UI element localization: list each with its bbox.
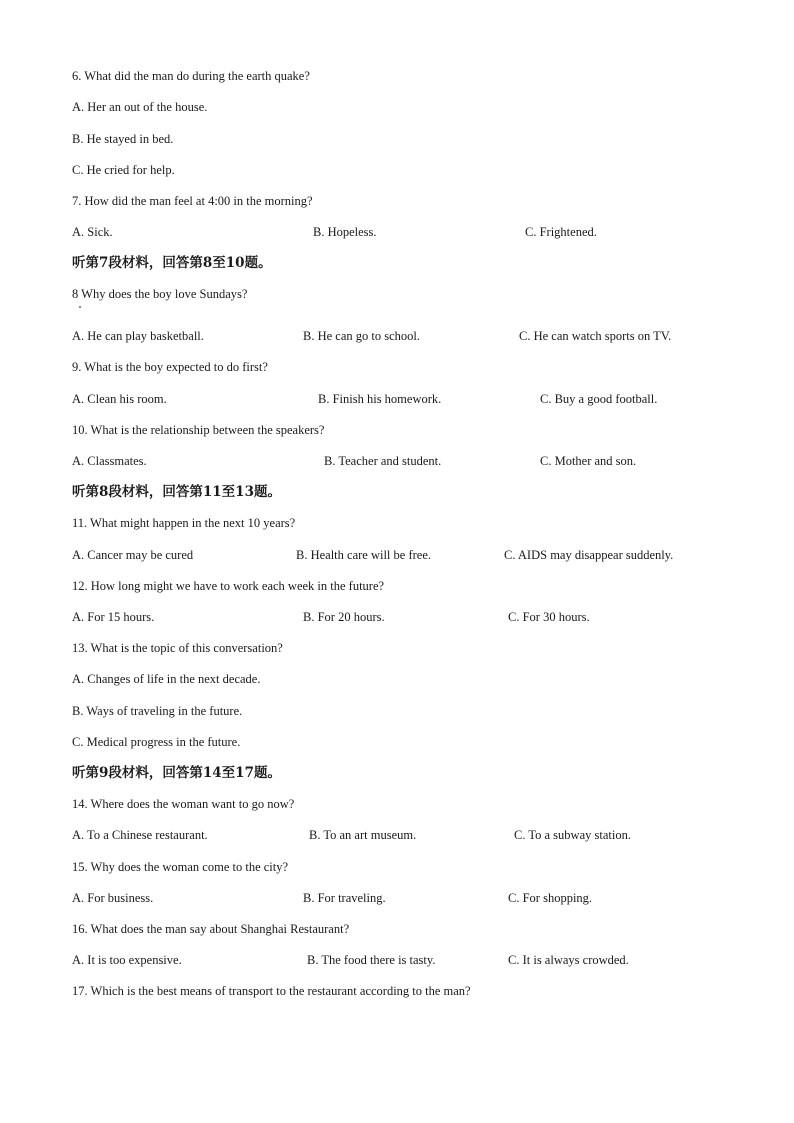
question-13-stem: 13. What is the topic of this conversation? (72, 641, 283, 655)
question-6-option-b: B. He stayed in bed. (72, 132, 174, 146)
question-12-option-a: A. For 15 hours. (72, 610, 155, 624)
question-9-option-b: B. Finish his homework. (318, 392, 442, 406)
question-10-option-a: A. Classmates. (72, 454, 147, 468)
question-14-option-c: C. To a subway station. (514, 828, 631, 842)
question-13-option-c: C. Medical progress in the future. (72, 735, 241, 749)
question-15-option-b: B. For traveling. (303, 891, 386, 905)
question-9-option-c: C. Buy a good football. (540, 392, 658, 406)
question-8-option-b: B. He can go to school. (303, 329, 420, 343)
question-6-option-c: C. He cried for help. (72, 163, 175, 177)
question-8-option-c: C. He can watch sports on TV. (519, 329, 672, 343)
question-17-stem: 17. Which is the best means of transport to the restaurant according to the man? (72, 984, 471, 998)
question-15-stem: 15. Why does the woman come to the city? (72, 860, 289, 874)
question-16-stem: 16. What does the man say about Shanghai Restaurant? (72, 922, 350, 936)
question-11-option-c: C. AIDS may disappear suddenly. (504, 548, 674, 562)
question-14-option-a: A. To a Chinese restaurant. (72, 828, 208, 842)
question-11-option-a: A. Cancer may be cured (72, 548, 194, 562)
section-heading-7: 听第7段材料，回答第8至10题。 (72, 255, 272, 271)
question-9-option-a: A. Clean his room. (72, 392, 167, 406)
question-7-option-a: A. Sick. (72, 225, 113, 239)
question-15-option-c: C. For shopping. (508, 891, 593, 905)
question-6-stem: 6. What did the man do during the earth quake? (72, 69, 310, 83)
question-15-option-a: A. For business. (72, 891, 154, 905)
question-12-option-b: B. For 20 hours. (303, 610, 385, 624)
question-8-option-a: A. He can play basketball. (72, 329, 204, 343)
question-11-stem: 11. What might happen in the next 10 years? (72, 516, 296, 530)
question-12-stem: 12. How long might we have to work each week in the future? (72, 579, 385, 593)
question-11-option-b: B. Health care will be free. (296, 548, 432, 562)
question-9-stem: 9. What is the boy expected to do first? (72, 360, 268, 374)
stray-mark (79, 306, 81, 308)
question-16-option-c: C. It is always crowded. (508, 953, 629, 967)
question-8-stem: 8 Why does the boy love Sundays? (72, 287, 248, 301)
question-7-option-c: C. Frightened. (525, 225, 597, 239)
question-16-option-b: B. The food there is tasty. (307, 953, 436, 967)
question-10-stem: 10. What is the relationship between the speakers? (72, 423, 325, 437)
section-heading-9: 听第9段材料，回答第14至17题。 (72, 765, 281, 781)
question-13-option-a: A. Changes of life in the next decade. (72, 672, 261, 686)
question-7-stem: 7. How did the man feel at 4:00 in the morning? (72, 194, 313, 208)
question-10-option-b: B. Teacher and student. (324, 454, 442, 468)
question-7-option-b: B. Hopeless. (313, 225, 377, 239)
question-13-option-b: B. Ways of traveling in the future. (72, 704, 243, 718)
question-10-option-c: C. Mother and son. (540, 454, 637, 468)
question-16-option-a: A. It is too expensive. (72, 953, 182, 967)
section-heading-8: 听第8段材料，回答第11至13题。 (72, 484, 281, 500)
question-12-option-c: C. For 30 hours. (508, 610, 590, 624)
question-14-stem: 14. Where does the woman want to go now? (72, 797, 295, 811)
question-6-option-a: A. Her an out of the house. (72, 100, 208, 114)
question-14-option-b: B. To an art museum. (309, 828, 417, 842)
